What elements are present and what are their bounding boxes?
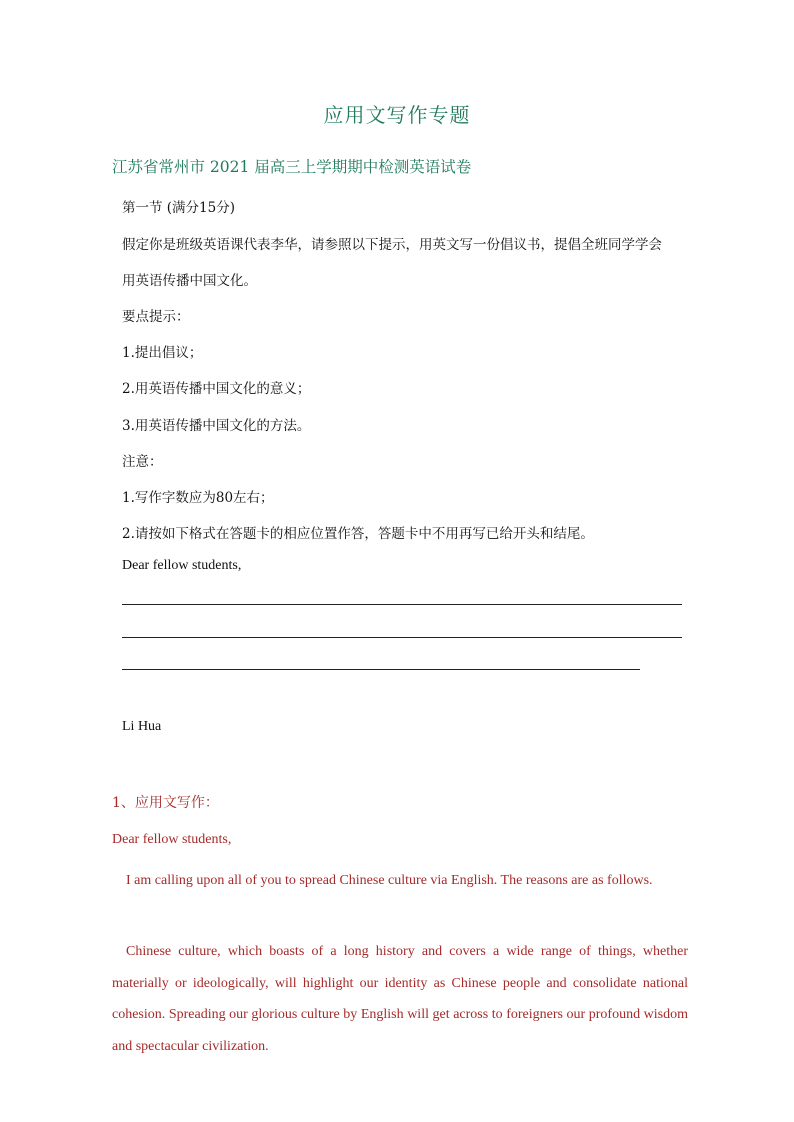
answer-heading: 1、应用文写作： [112,795,219,811]
answer-paragraph-2: Chinese culture, which boasts of a long history and covers a wide range of things, whether materially or ideologically, will highlight our identity as Chinese people and consolidate national cohesion. Spreading our glorious culture by English will get across to foreigners our profound wisdom and spectacular civilization. [112,944,688,1054]
letter-signature: Li Hua [122,719,162,734]
answer-blank-line [122,604,682,605]
point-item: 1.提出倡议； [122,345,203,361]
answer-blank-line [122,637,682,638]
note-item: 1.写作字数应为80左右； [122,490,274,506]
section-heading: 第一节 (满分15分) [122,200,236,216]
answer-paragraph-1: I am calling upon all of you to spread Chinese culture via English. The reasons are as follows. [126,873,653,888]
notes-heading: 注意： [122,454,163,470]
letter-greeting: Dear fellow students, [122,558,242,573]
points-heading: 要点提示： [122,309,190,325]
page-title: 应用文写作专题 [323,103,471,127]
point-item: 2.用英语传播中国文化的意义； [122,381,311,397]
answer-blank-line [122,669,640,670]
point-item: 3.用英语传播中国文化的方法。 [122,418,311,434]
prompt-line-1: 假定你是班级英语课代表李华，请参照以下提示，用英文写一份倡议书，提倡全班同学学会 [122,237,662,253]
exam-source: 江苏省常州市 2021 届高三上学期期中检测英语试卷 [112,158,472,176]
answer-greeting: Dear fellow students, [112,832,232,847]
note-item: 2.请按如下格式在答题卡的相应位置作答，答题卡中不用再写已给开头和结尾。 [122,526,594,542]
prompt-line-2: 用英语传播中国文化。 [122,273,257,289]
